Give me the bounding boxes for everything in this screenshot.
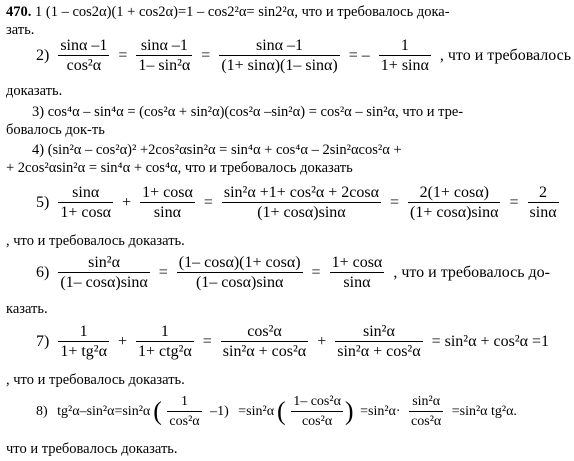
numerator: 2 (528, 183, 559, 203)
item6-continuation: казать. (6, 301, 48, 317)
fraction (408, 183, 500, 222)
denominator: sinα (529, 204, 557, 221)
denominator: (1– cosα)sinα (60, 274, 148, 291)
item7-label: 7) (36, 332, 50, 350)
item2-continuation: доказать. (6, 83, 63, 99)
item6-label: 6) (36, 263, 50, 281)
item8-eq2: =sin²α (238, 403, 275, 419)
denominator: 1+ tg²α (60, 343, 107, 360)
denominator: 1– sin²α (138, 57, 191, 74)
fraction (335, 322, 422, 361)
fraction (58, 36, 109, 75)
fraction (167, 392, 201, 431)
item1-text: 1 (1 – cos2α)(1 + cos2α)=1 – cos2²α= sin2²α, что и требовалось дока- (35, 4, 450, 20)
item8-formula: 8) tg²α–sin²α=sin²α ( $\frac{1}{\text{cos²α}}$ –1) =sin²α ( $\frac{\text{1– cos²α}}{\text{cos²α}}$ ) =sin²α· $\frac{\text{sin²α}}{\text{cos²α}}$ =sin²α tg²α. (33, 392, 520, 431)
numerator: sinα –1 (136, 36, 192, 56)
numerator: 1 (167, 392, 201, 412)
denominator: cos²α (301, 414, 333, 429)
fraction (58, 322, 109, 361)
fraction (136, 322, 194, 361)
denominator: 1+ ctg²α (138, 343, 192, 360)
numerator: 1 (136, 322, 194, 342)
item3-continuation: бовалось док-ть (6, 122, 105, 138)
problem-number: 470. (6, 4, 32, 20)
fraction (58, 253, 149, 292)
fraction (222, 183, 381, 222)
denominator: sin²α + cos²α (337, 343, 421, 360)
fraction (58, 183, 113, 222)
item1-continuation: зать. (6, 22, 35, 38)
item8-label: 8) (36, 403, 48, 419)
item8-tail: что и требовалось доказать. (6, 441, 178, 457)
denominator: sinα (343, 274, 371, 291)
fraction (330, 253, 385, 292)
denominator: (1+ cosα)sinα (257, 204, 346, 221)
numerator: sin²α (58, 253, 149, 273)
item7-tail: , что и требовалось доказать. (6, 372, 185, 388)
numerator: sinα (58, 183, 113, 203)
numerator: sinα –1 (219, 36, 339, 56)
item5-tail: , что и требовалось доказать. (6, 233, 185, 249)
item7-formula: 7) $\frac{1}{\text{1+ tg²α}}$ + $\frac{1}{\text{1+ ctg²α}}$ = $\frac{\text{cos²α}}{\text{sin²α + cos²α}}$ + $\frac{\text{sin²α}}{\text{sin²α + cos²α}}$ = sin²α + cos²α =1 (33, 322, 552, 361)
numerator: 1 (379, 36, 431, 56)
item4-line: 4) (sin²α – cos²α)² +2cos²αsin²α = sin⁴α + cos⁴α – 2sin²αcos²α + (32, 142, 402, 158)
denominator: 1+ cosα (60, 204, 112, 221)
fraction (136, 36, 192, 75)
numerator: 1 (58, 322, 109, 342)
item4-continuation: + 2cos²αsin²α = sin⁴α + cos⁴α, что и требовалось доказать (6, 160, 353, 176)
item5-formula: 5) $\frac{\sin\alpha}{1+ \cos\alpha}$ + $\frac{1+ \cos\alpha}{\sin\alpha}$ = $\frac{\text{sin²α +1+ cos²α + 2cosα}}{(1+ \cos\alpha)\sin\alpha}$ = $\frac{2(1+ \cos\alpha)}{(1+ \cos\alpha)\sin\alpha}$ = $\frac{2}{\sin\alpha}$ (33, 183, 561, 222)
fraction (219, 36, 339, 75)
denominator: cos²α (66, 57, 102, 74)
item6-formula: 6) $\frac{\text{sin²α}}{(1- \cos\alpha)\sin\alpha}$ = $\frac{(1- \cos\alpha)(1+ \cos\alpha)}{(1- \cos\alpha)\sin\alpha}$ = $\frac{1+ \cos\alpha}{\sin\alpha}$ , что и требовалось до- (33, 253, 553, 292)
numerator: sinα –1 (60, 37, 108, 54)
item3-line: 3) cos⁴α – sin⁴α = (cos²α + sin²α)(cos²α –sin²α) = cos²α – sin²α, что и тре- (32, 104, 464, 120)
numerator: sin²α +1+ cos²α + 2cosα (223, 184, 379, 201)
item2-label: 2) (36, 46, 50, 64)
item8-eq4: =sin²α tg²α. (451, 403, 517, 419)
problem-line (6, 3, 450, 21)
item7-result: = sin²α + cos²α =1 (431, 332, 550, 350)
numerator: 1– cos²α (291, 392, 343, 412)
item2-formula: 2) $\frac{\sin\alpha -1}{\text{cos²α}}$ = $\frac{\sin\alpha -1}{\text{1– sin²α}}$ = $\frac{\sin\alpha -1}{(1+ \sin\alpha)(1- \sin\alpha)}$ = – $\frac{1}{1+ \sin\alpha}$ , что и требовалось (33, 36, 574, 75)
numerator: 2(1+ cosα) (408, 183, 500, 203)
item5-label: 5) (36, 193, 50, 211)
numerator: sin²α (335, 322, 422, 342)
item8-start: tg²α–sin²α=sin²α (57, 403, 151, 419)
denominator: (1– cosα)sinα (195, 274, 284, 291)
numerator: sin²α (409, 392, 443, 412)
fraction (140, 183, 195, 222)
denominator: sinα (153, 204, 181, 221)
denominator: sin²α + cos²α (222, 343, 307, 360)
denominator: cos²α (411, 414, 442, 429)
denominator: (1+ cosα)sinα (410, 204, 499, 221)
fraction (379, 36, 431, 75)
fraction (528, 183, 559, 222)
item2-tail: , что и требовалось (439, 46, 572, 64)
fraction (177, 253, 303, 292)
fraction (409, 392, 443, 431)
numerator: (1– cosα)(1+ cosα) (178, 254, 301, 271)
numerator: 1+ cosα (142, 184, 193, 201)
numerator: cos²α (221, 322, 308, 342)
denominator: 1+ sinα (380, 57, 429, 74)
fraction (221, 322, 308, 361)
fraction (291, 392, 343, 431)
item6-tail: , что и требовалось до- (393, 263, 550, 281)
item8-minus: –1) (210, 403, 229, 419)
denominator: cos²α (169, 414, 200, 429)
denominator: (1+ sinα)(1– sinα) (221, 57, 338, 74)
item8-eq3: =sin²α· (360, 403, 401, 419)
numerator: 1+ cosα (331, 254, 383, 271)
